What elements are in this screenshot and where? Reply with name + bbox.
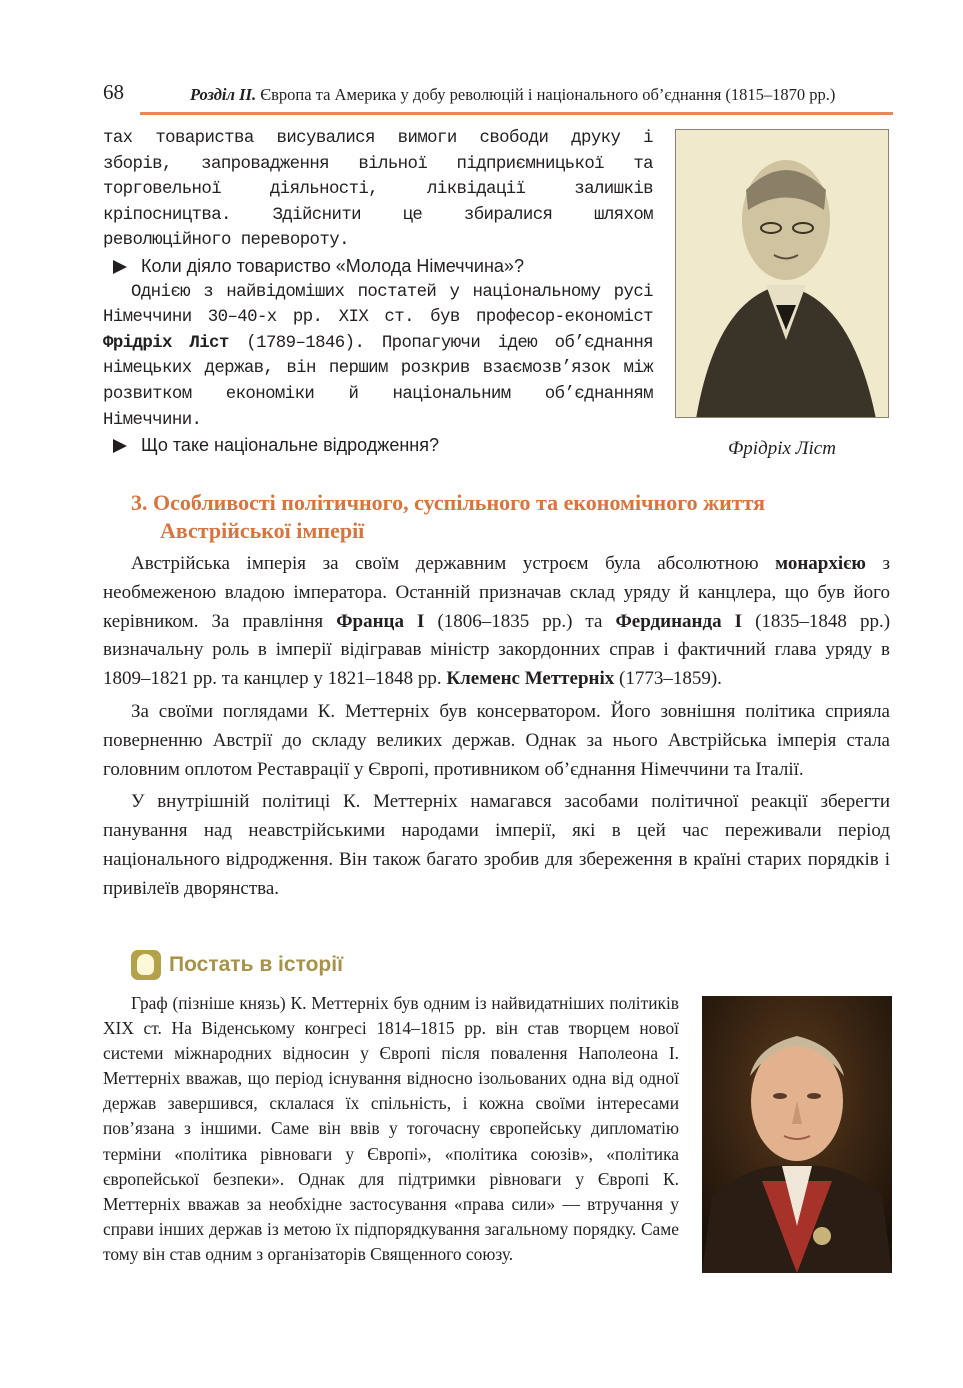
text-span: (1773–1859). [619,668,722,690]
metternich-text-block [103,991,679,1267]
section-body [103,550,890,904]
text-span: Однією з найвідоміших постатей у національному русі Німеччини 30–40-х рр. XIX ст. був професор-економіст [103,282,653,328]
paragraph: тах товариства висувалися вимоги свободи друку і зборів, запровадження вільної підприємницької та торговельної діяльності, ліквідації залишків кріпосництва. Здійснити це збиралися шляхом революційного перевороту. [103,129,653,251]
question-2: Що таке національне відродження? [103,433,653,459]
chapter-title: Європа та Америка у добу революцій і національного об’єднання (1815–1870 рр.) [260,85,836,104]
portrait-caption: Фрідріх Ліст [728,438,836,459]
person-name: Клеменс Меттерніх [446,668,615,690]
paragraph-list [103,280,653,434]
intro-text-block [103,126,653,459]
person-name: Фердинанда I [615,610,743,632]
term-bold: монархією [775,553,866,574]
portrait-list-image [675,129,889,418]
text-span: з необмеженою владою імператора. Останній призначав склад уряду й канцлера, що був його керівником. За правління [103,553,890,632]
text-span: (1789–1846). Пропагуючи ідею об’єднання німецьких держав, він першим розкрив взаємозв’язок між розвитком економіки й національним об’єднанням Німеччини. [103,333,653,430]
portrait-metternich-image [702,996,892,1273]
paragraph-austria [103,550,890,694]
paragraph-domestic-policy: У внутрішній політиці К. Меттерніх намагався засобами політичної реакції зберегти панування над неавстрійськими народами імперії, які в цей час переживали період національного відродження. Він також багато зробив для збереження в країні старих порядків і привілеїв дворянства. [103,791,890,899]
header-rule [140,112,893,115]
heading-line-2: Австрійської імперії [160,518,365,543]
paragraph-metternich: Граф (пізніше князь) К. Меттерніх був одним із найвидатніших політиків XIX ст. На Віденському конгресі 1814–1815 рр. він став творцем нової системи міжнародних відносин у Європі після повалення Наполеона I. Меттерніх вважав, що період існування відносно ізольованих одна від одної держав завершився, склалася їх спільність, і кожна своїми інтересами пов’язана з іншими. Саме він ввів у тогочасну європейську дипломатію терміни «політика рівноваги у Європі», «політика союзів», «політика європейської безпеки». Однак для підтримки рівноваги у Європі К. Меттерніх вважав за необхідне застосування «права сили» — втручання у справи інших держав із метою їх підпорядкування загальному порядку. Саме тому він став одним з організаторів Священного союзу. [103,993,679,1264]
page-number: 68 [103,80,124,104]
section-label: Розділ ІІ. [190,85,257,104]
heading-line-1: 3. Особливості політичного, суспільного та економічного життя [131,490,766,515]
text-span: Австрійська імперія за своїм державним устроєм була абсолютною [131,553,759,574]
paragraph-foreign-policy: За своїми поглядами К. Меттерніх був консерватором. Його зовнішня політика сприяла поверненню Австрії до складу великих держав. Однак за нього Австрійська імперія стала головним оплотом Реставрації у Європі, противником об’єднання Німеччини та Італії. [103,700,890,780]
text-span: (1806–1835 рр.) та [437,610,603,632]
text-span: (1835–1848 рр.) визначальну роль в імперії відігравав міністр закордонних справ і фактичний глава уряду в 1809–1821 рр. та канцлер у 1821–1848 рр. [103,610,891,690]
section-heading [131,489,891,545]
running-header [190,85,890,105]
person-name: Фрідріх Ліст [103,333,229,353]
question-1: Коли діяло товариство «Молода Німеччина»? [103,254,653,280]
person-name: Франца I [336,610,425,632]
figure-title: Постать в історії [169,953,343,976]
portrait-icon [131,950,161,980]
